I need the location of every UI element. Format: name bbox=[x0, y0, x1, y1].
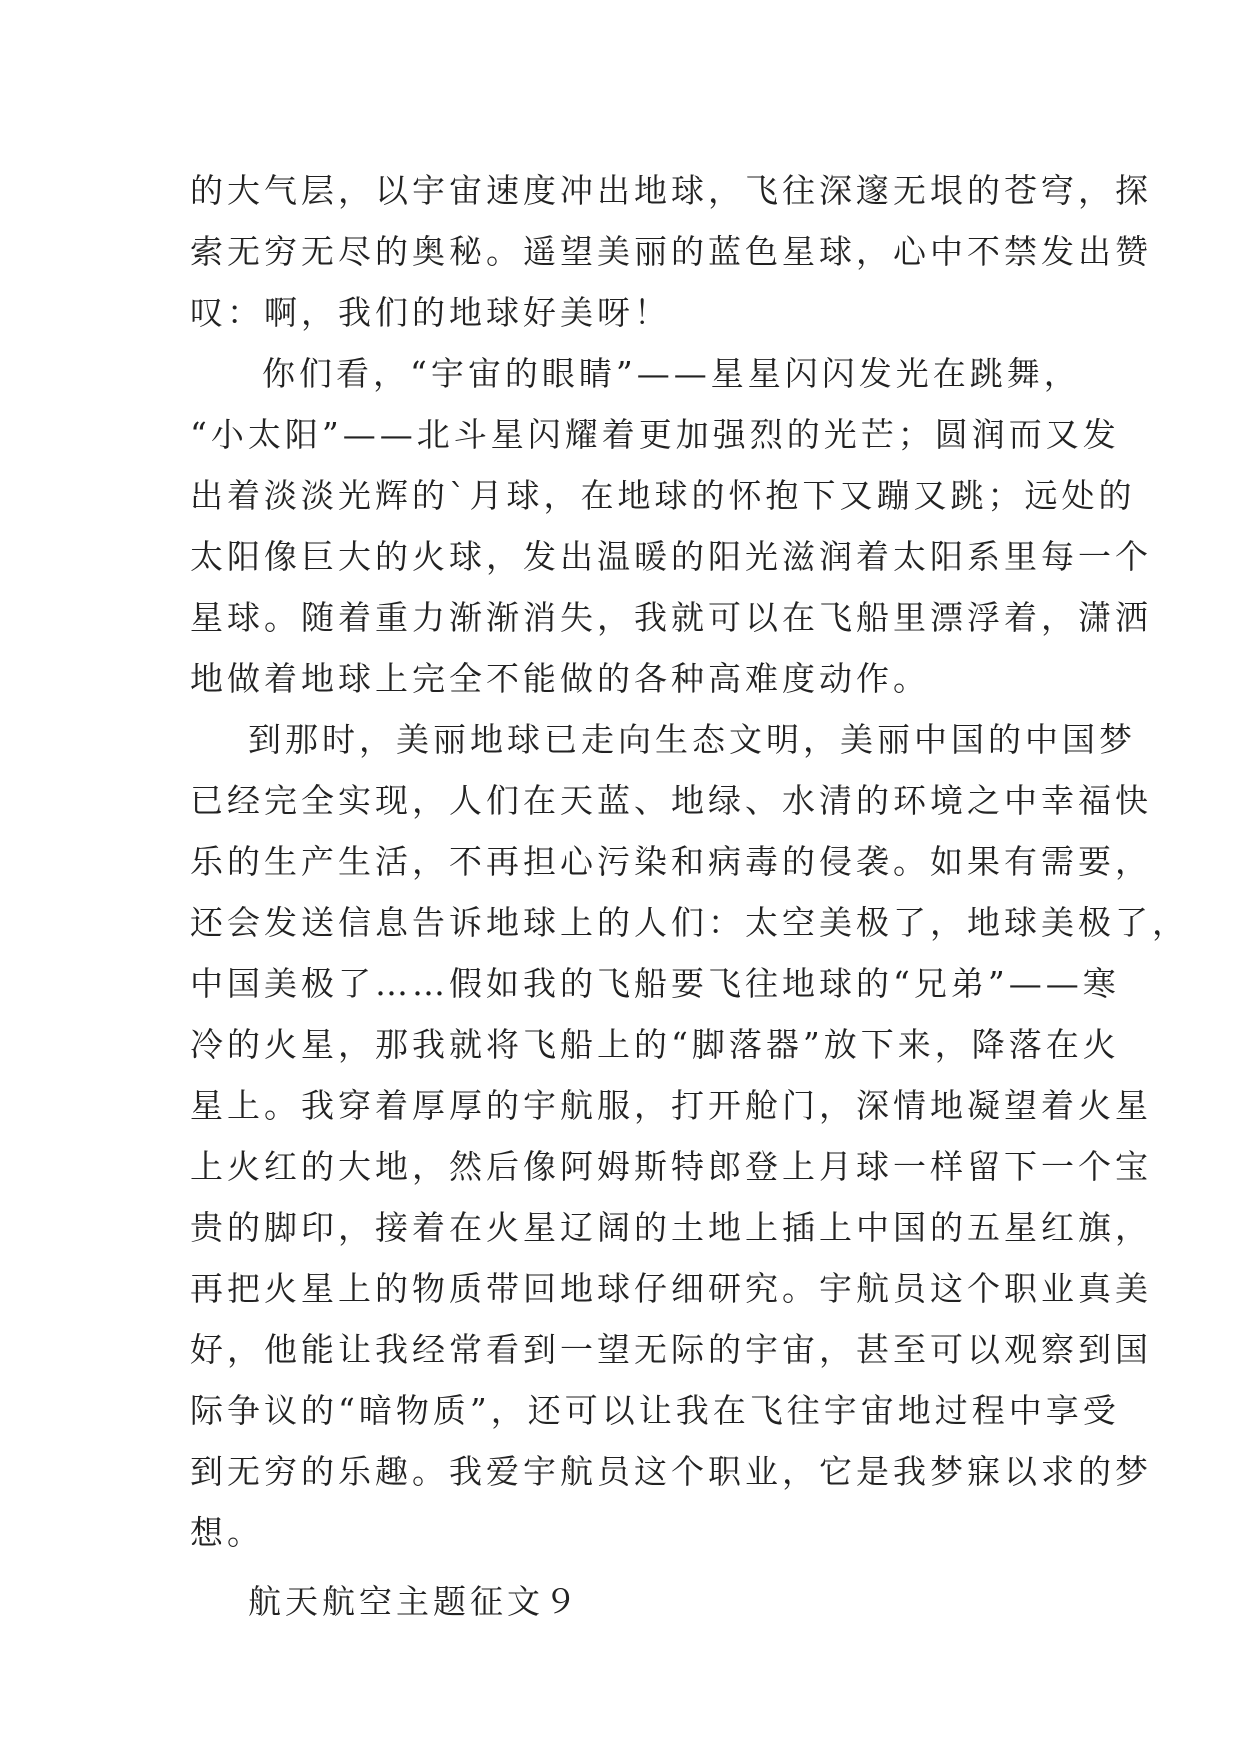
text-line: 太阳像巨大的火球，发出温暖的阳光滋润着太阳系里每一个 bbox=[190, 537, 1152, 576]
text-line: 再把火星上的物质带回地球仔细研究。宇航员这个职业真美 bbox=[190, 1269, 1152, 1308]
text-line: 好，他能让我经常看到一望无际的宇宙，甚至可以观察到国 bbox=[190, 1330, 1152, 1369]
text-line: 已经完全实现，人们在天蓝、地绿、水清的环境之中幸福快 bbox=[190, 781, 1152, 820]
section-title: 航天航空主题征文９ bbox=[248, 1582, 581, 1621]
text-line: 索无穷无尽的奥秘。遥望美丽的蓝色星球，心中不禁发出赞 bbox=[190, 232, 1152, 271]
text-line: 上火红的大地，然后像阿姆斯特郎登上月球一样留下一个宝 bbox=[190, 1147, 1152, 1186]
text-line: 冷的火星，那我就将飞船上的“脚落器”放下来，降落在火 bbox=[190, 1025, 1120, 1064]
text-line: 到无穷的乐趣。我爱宇航员这个职业，它是我梦寐以求的梦 bbox=[190, 1452, 1152, 1491]
text-line: 乐的生产生活，不再担心污染和病毒的侵袭。如果有需要， bbox=[190, 842, 1152, 881]
text-line: “小太阳”——北斗星闪耀着更加强烈的光芒；圆润而又发 bbox=[190, 415, 1120, 454]
text-line: 还会发送信息告诉地球上的人们：太空美极了，地球美极了， bbox=[190, 903, 1189, 942]
text-line: 中国美极了……假如我的飞船要飞往地球的“兄弟”——寒 bbox=[190, 964, 1120, 1003]
text-line: 的大气层，以宇宙速度冲出地球，飞往深邃无垠的苍穹，探 bbox=[190, 171, 1152, 210]
text-line: 地做着地球上完全不能做的各种高难度动作。 bbox=[190, 659, 930, 698]
paragraph-first-line: 到那时，美丽地球已走向生态文明，美丽中国的中国梦 bbox=[248, 720, 1136, 759]
text-line: 贵的脚印，接着在火星辽阔的土地上插上中国的五星红旗， bbox=[190, 1208, 1152, 1247]
text-line: 想。 bbox=[190, 1513, 264, 1552]
paragraph-first-line: 你们看，“宇宙的眼睛”——星星闪闪发光在跳舞， bbox=[262, 354, 1081, 393]
text-line: 际争议的“暗物质”，还可以让我在飞往宇宙地过程中享受 bbox=[190, 1391, 1120, 1430]
document-body bbox=[190, 160, 1189, 1632]
text-line: 星上。我穿着厚厚的宇航服，打开舱门，深情地凝望着火星 bbox=[190, 1086, 1152, 1125]
text-line: 星球。随着重力渐渐消失，我就可以在飞船里漂浮着，潇洒 bbox=[190, 598, 1152, 637]
text-line: 叹：啊，我们的地球好美呀！ bbox=[190, 293, 671, 332]
text-line: 出着淡淡光辉的`月球，在地球的怀抱下又蹦又跳；远处的 bbox=[190, 476, 1136, 515]
